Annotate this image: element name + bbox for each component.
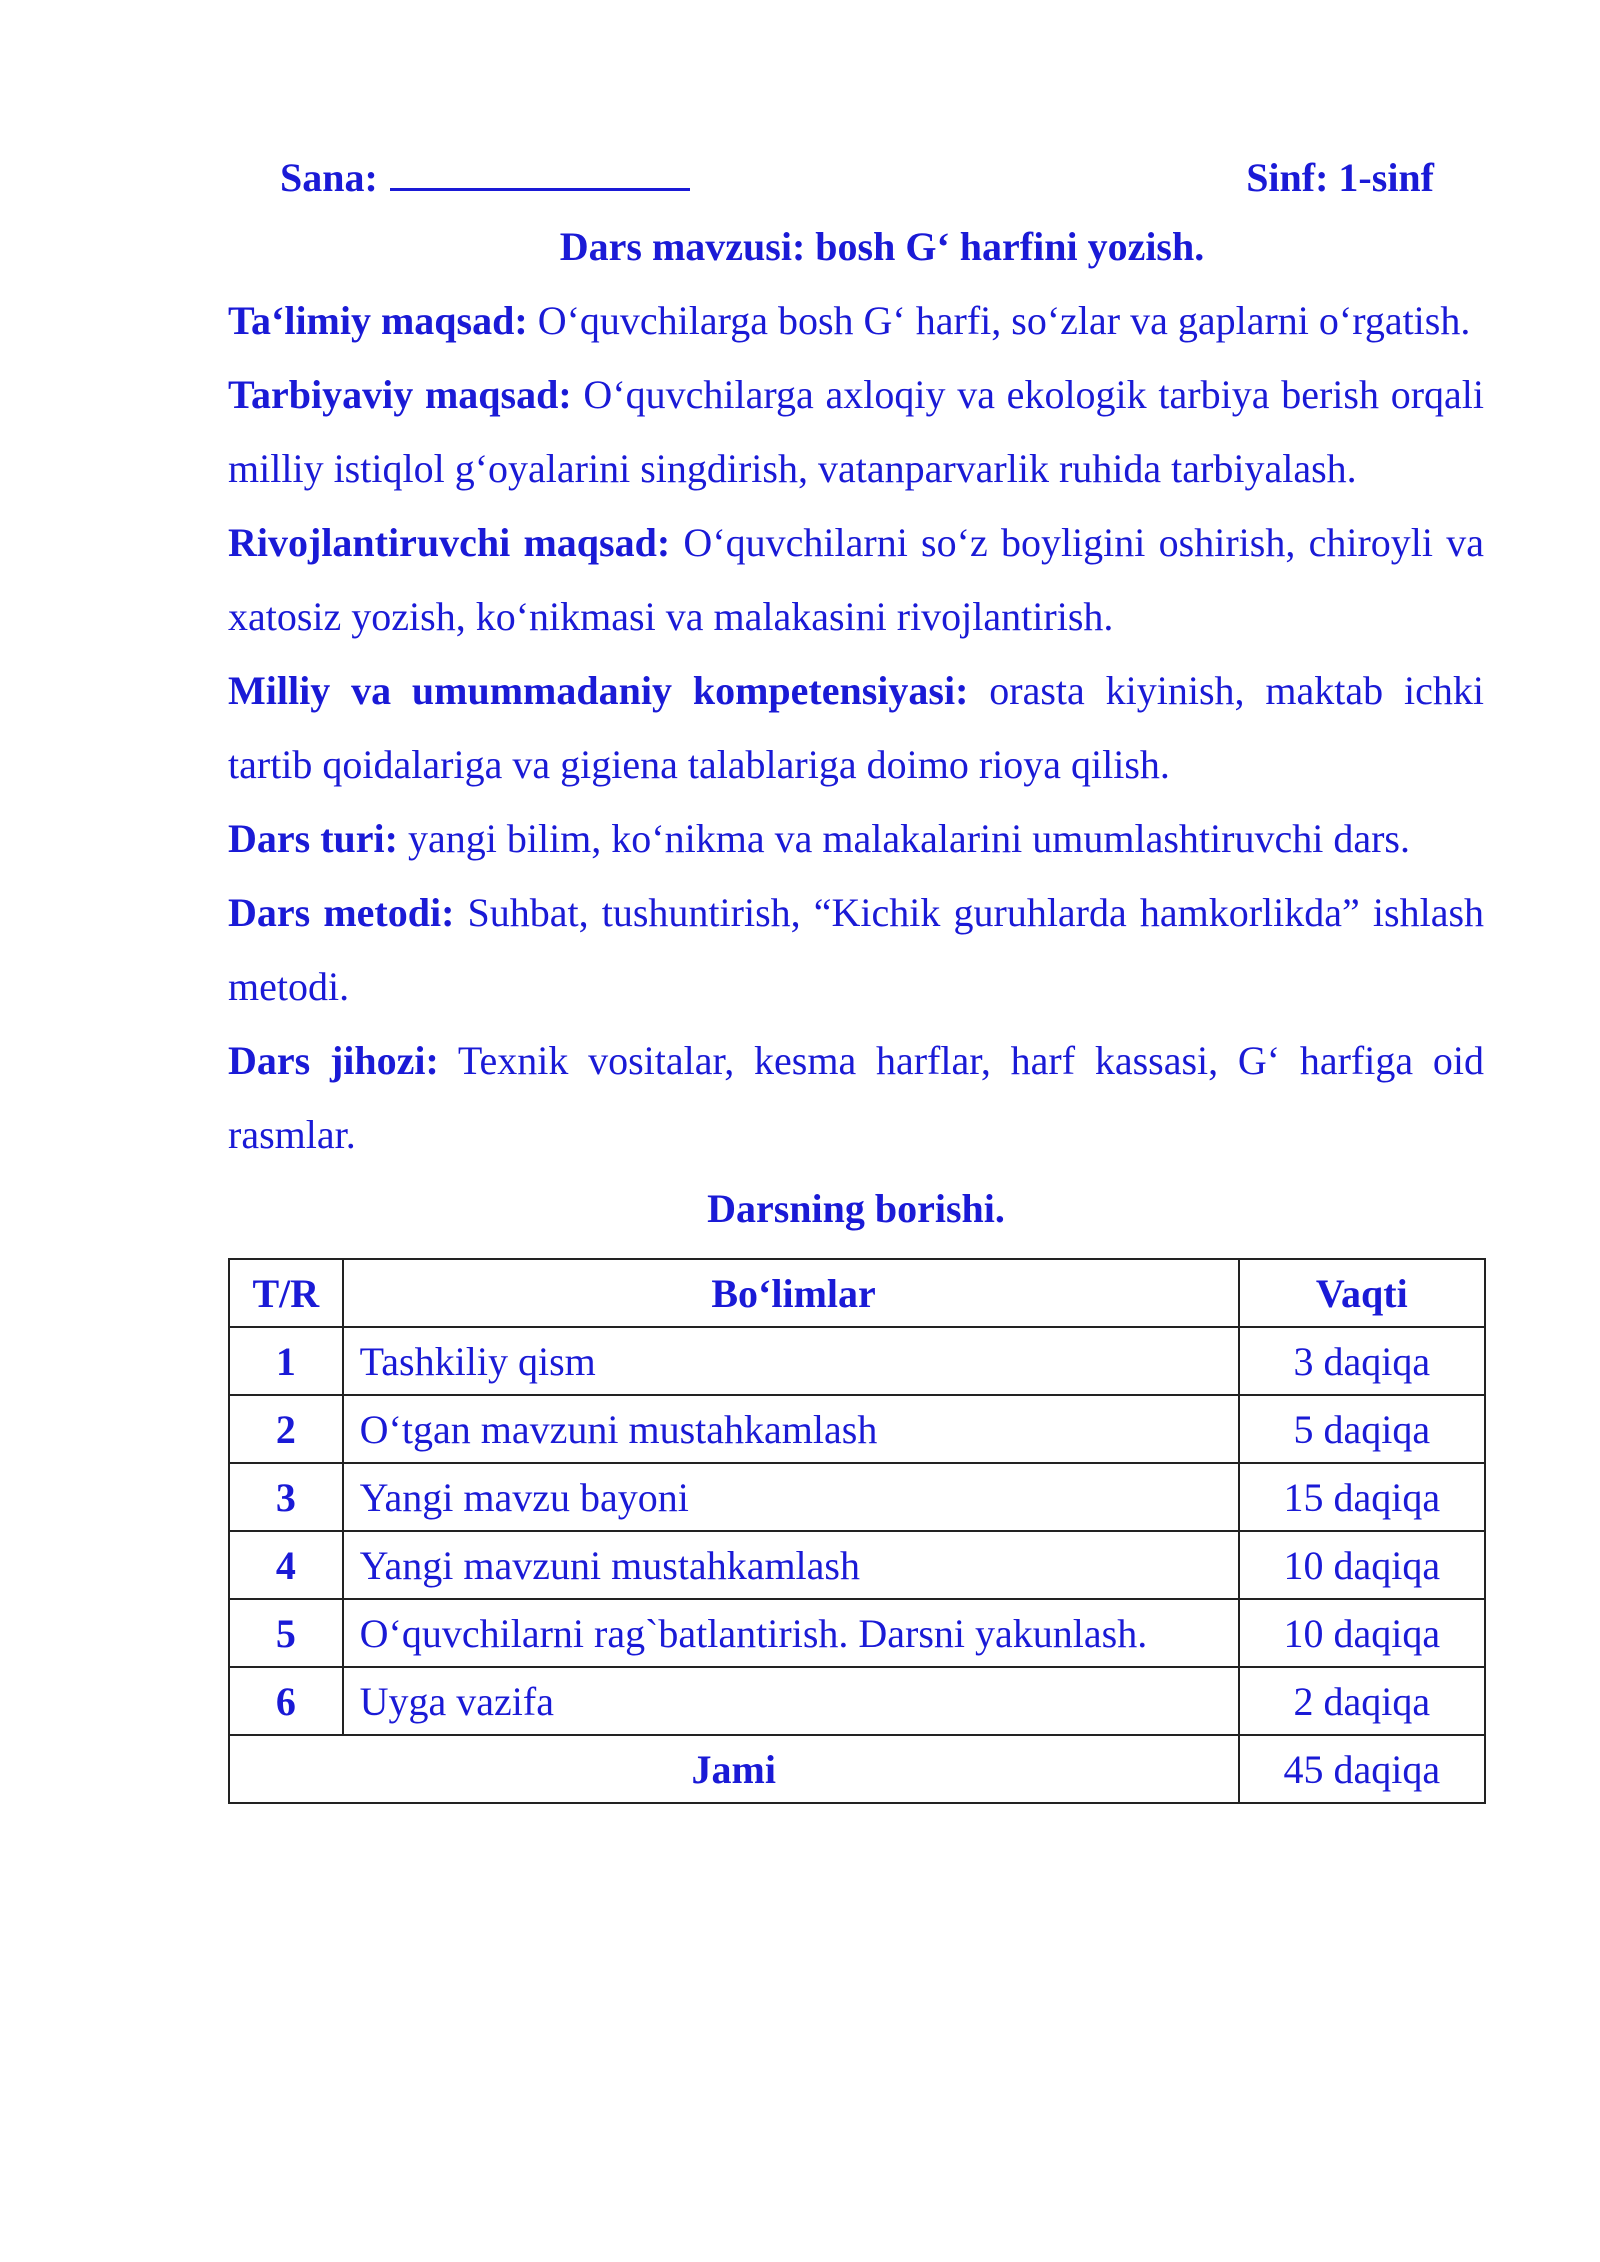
- row-number: 6: [229, 1667, 343, 1735]
- total-label: Jami: [229, 1735, 1239, 1803]
- section-developmental-goal: [228, 506, 1484, 654]
- section-label: Dars jihozi:: [228, 1038, 439, 1083]
- section-upbringing-goal: [228, 358, 1484, 506]
- table-row: [229, 1667, 1485, 1735]
- row-time: 2 daqiqa: [1239, 1667, 1485, 1735]
- section-text: O‘quvchilarga axloqiy va ekologik tarbiya berish orqali milliy istiqlol g‘oyalarini singdirish, vatanparvarlik ruhida tarbiyalash.: [228, 372, 1484, 491]
- row-number: 4: [229, 1531, 343, 1599]
- header-cell-sections: Bo‘limlar: [343, 1259, 1239, 1327]
- lesson-topic: Dars mavzusi: bosh G‘ harfini yozish.: [559, 224, 1205, 269]
- section-label: Tarbiyaviy maqsad:: [228, 372, 572, 417]
- row-time: 3 daqiqa: [1239, 1327, 1485, 1395]
- table-row: [229, 1327, 1485, 1395]
- row-time: 15 daqiqa: [1239, 1463, 1485, 1531]
- date-field: [280, 154, 690, 201]
- section-text: Suhbat, tushuntirish, “Kichik guruhlarda hamkorlikda” ishlash metodi.: [228, 890, 1485, 1009]
- row-section-name: O‘tgan mavzuni mustahkamlash: [343, 1395, 1239, 1463]
- section-competency: [228, 654, 1484, 802]
- row-number: 3: [229, 1463, 343, 1531]
- section-label: Dars turi:: [228, 816, 398, 861]
- section-lesson-equipment: [228, 1024, 1484, 1172]
- plan-title: Darsning borishi.: [707, 1186, 1005, 1231]
- table-row: [229, 1395, 1485, 1463]
- row-time: 5 daqiqa: [1239, 1395, 1485, 1463]
- section-text: yangi bilim, ko‘nikma va malakalarini umumlashtiruvchi dars.: [397, 816, 1410, 861]
- header-row: [228, 150, 1484, 210]
- row-section-name: Yangi mavzu bayoni: [343, 1463, 1239, 1531]
- date-label: Sana:: [280, 155, 378, 200]
- section-educational-goal: [228, 284, 1484, 358]
- class-label: Sinf: 1-sinf: [1246, 155, 1434, 200]
- table-row: [229, 1531, 1485, 1599]
- section-label: Rivojlantiruvchi maqsad:: [228, 520, 671, 565]
- table-row: [229, 1599, 1485, 1667]
- section-text: O‘quvchilarni so‘z boyligini oshirish, chiroyli va xatosiz yozish, ko‘nikmasi va malakasini rivojlantirish.: [228, 520, 1484, 639]
- table-header-row: [229, 1259, 1485, 1327]
- row-number: 2: [229, 1395, 343, 1463]
- header-cell-number: T/R: [229, 1259, 343, 1327]
- section-text: orasta kiyinish, maktab ichki tartib qoidalariga va gigiena talablariga doimo rioya qilish.: [228, 668, 1484, 787]
- lesson-plan-page: [228, 150, 1484, 1804]
- section-text: Texnik vositalar, kesma harflar, harf kassasi, G‘ harfiga oid rasmlar.: [228, 1038, 1484, 1157]
- row-section-name: Tashkiliy qism: [343, 1327, 1239, 1395]
- row-number: 5: [229, 1599, 343, 1667]
- table-row: [229, 1463, 1485, 1531]
- section-label: Milliy va umummadaniy kompetensiyasi:: [228, 668, 969, 713]
- section-lesson-method: [228, 876, 1484, 1024]
- row-time: 10 daqiqa: [1239, 1599, 1485, 1667]
- section-lesson-type: [228, 802, 1484, 876]
- row-number: 1: [229, 1327, 343, 1395]
- row-time: 10 daqiqa: [1239, 1531, 1485, 1599]
- section-label: Dars metodi:: [228, 890, 455, 935]
- row-section-name: Yangi mavzuni mustahkamlash: [343, 1531, 1239, 1599]
- section-label: Ta‘limiy maqsad:: [228, 298, 528, 343]
- row-section-name: O‘quvchilarni rag`batlantirish. Darsni yakunlash.: [343, 1599, 1239, 1667]
- row-section-name: Uyga vazifa: [343, 1667, 1239, 1735]
- table-total-row: [229, 1735, 1485, 1803]
- section-text: O‘quvchilarga bosh G‘ harfi, so‘zlar va gaplarni o‘rgatish.: [527, 298, 1471, 343]
- lesson-plan-table: [228, 1258, 1486, 1804]
- header-cell-time: Vaqti: [1239, 1259, 1485, 1327]
- date-blank-line: [390, 154, 690, 191]
- total-time: 45 daqiqa: [1239, 1735, 1485, 1803]
